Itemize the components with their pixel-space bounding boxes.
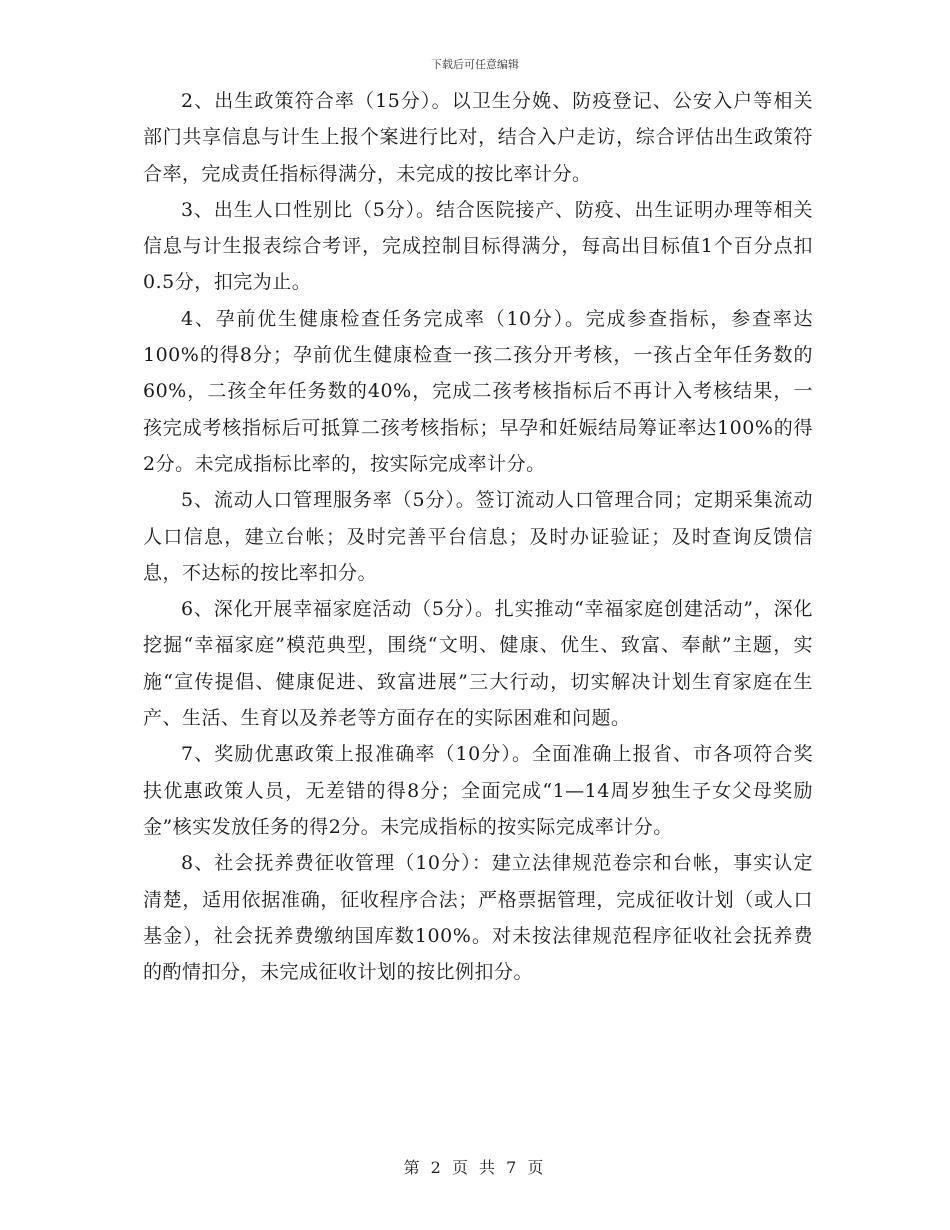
paragraph-item-6: 6、深化开展幸福家庭活动（5分）。扎实推动“幸福家庭创建活动”，深化挖掘“幸福家庭”模范典型，围绕“文明、健康、优生、致富、奉献”主题，实施“宣传提倡、健康促进、致富进展”三大行动，切实解决计划生育家庭在生产、生活、生育以及养老等方面存在的实际困难和问题。 (143, 598, 813, 730)
page-header: 下载后可任意编辑 (431, 58, 519, 71)
page-number: 第 2 页 共 7 页 (403, 1158, 547, 1177)
document-body (143, 83, 813, 990)
paragraph-item-7: 7、奖励优惠政策上报准确率（10分）。全面准确上报省、市各项符合奖扶优惠政策人员，无差错的得8分；全面完成“1—14周岁独生子女父母奖励金”核实发放任务的得2分。未完成指标的按实际完成率计分。 (143, 743, 813, 838)
paragraph-item-8: 8、社会抚养费征收管理（10分）：建立法律规范卷宗和台帐，事实认定清楚，适用依据准确，征收程序合法；严格票据管理，完成征收计划（或人口基金），社会抚养费缴纳国库数100%。对未按法律规范程序征收社会抚养费的酌情扣分，未完成征收计划的按比例扣分。 (143, 852, 813, 984)
paragraph-item-3: 3、出生人口性别比（5分）。结合医院接产、防疫、出生证明办理等相关信息与计生报表综合考评，完成控制目标得满分，每高出目标值1个百分点扣0.5分，扣完为止。 (143, 198, 813, 294)
paragraph-item-4: 4、孕前优生健康检查任务完成率（10分）。完成参查指标，参查率达100%的得8分；孕前优生健康检查一孩二孩分开考核，一孩占全年任务数的60%，二孩全年任务数的40%，完成二孩考核指标后不再计入考核结果，一孩完成考核指标后可抵算二孩考核指标；早孕和妊娠结局筹证率达100%的得2分。未完成指标比率的，按实际完成率计分。 (143, 307, 813, 475)
paragraph-item-2: 2、出生政策符合率（15分）。以卫生分娩、防疫登记、公安入户等相关部门共享信息与计生上报个案进行比对，结合入户走访，综合评估出生政策符合率，完成责任指标得满分，未完成的按比率计分。 (143, 90, 813, 185)
paragraph-item-5: 5、流动人口管理服务率（5分）。签订流动人口管理合同；定期采集流动人口信息，建立台帐；及时完善平台信息；及时办证验证；及时查询反馈信息，不达标的按比率扣分。 (143, 489, 813, 584)
